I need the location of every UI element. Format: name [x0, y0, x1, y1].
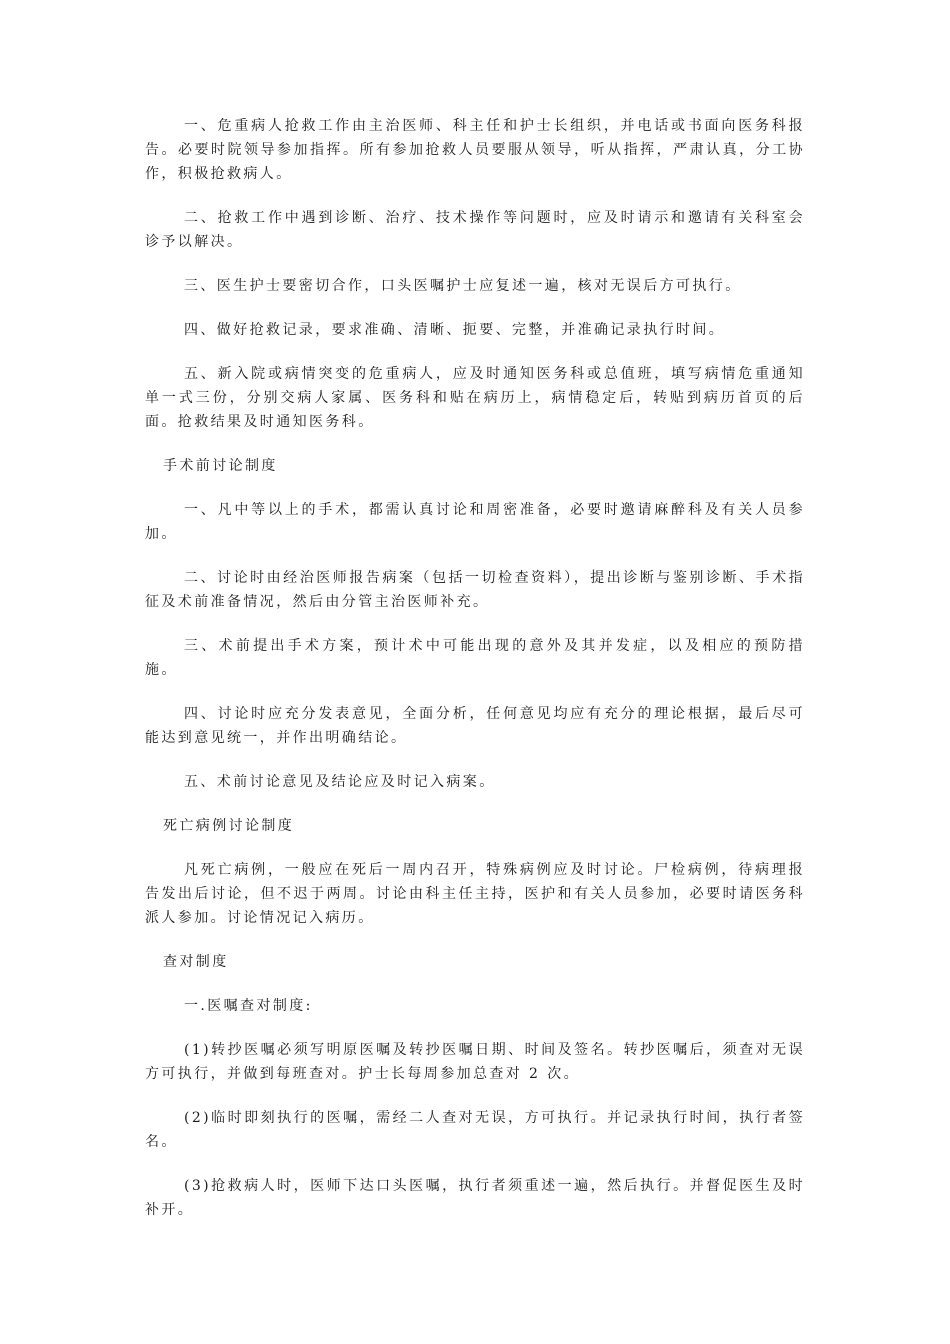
- document-body: [145, 114, 805, 1222]
- paragraph: (2)临时即刻执行的医嘱，需经二人查对无误，方可执行。并记录执行时间，执行者签名。: [145, 1110, 805, 1150]
- paragraph: 二、抢救工作中遇到诊断、治疗、技术操作等问题时，应及时请示和邀请有关科室会诊予以解决。: [145, 210, 805, 250]
- section-heading: 手术前讨论制度: [163, 458, 278, 474]
- paragraph: 凡死亡病例，一般应在死后一周内召开，特殊病例应及时讨论。尸检病例，待病理报告发出后讨论，但不迟于两周。讨论由科主任主持，医护和有关人员参加，必要时请医务科派人参加。讨论情况记入病历。: [145, 862, 805, 926]
- paragraph: 四、讨论时应充分发表意见，全面分析，任何意见均应有充分的理论根据，最后尽可能达到意见统一，并作出明确结论。: [145, 706, 805, 746]
- paragraph: 五、新入院或病情突变的危重病人，应及时通知医务科或总值班，填写病情危重通知单一式三份，分别交病人家属、医务科和贴在病历上，病情稳定后，转贴到病历首页的后面。抢救结果及时通知医务科。: [145, 366, 805, 430]
- paragraph: 二、讨论时由经治医师报告病案（包括一切检查资料），提出诊断与鉴别诊断、手术指征及术前准备情况，然后由分管主治医师补充。: [145, 570, 805, 610]
- paragraph: 三、医生护士要密切合作，口头医嘱护士应复述一遍，核对无误后方可执行。: [184, 278, 742, 294]
- paragraph: (1)转抄医嘱必须写明原医嘱及转抄医嘱日期、时间及签名。转抄医嘱后，须查对无误方可执行，并做到每班查对。护士长每周参加总查对 2 次。: [145, 1042, 805, 1082]
- paragraph: 三、术前提出手术方案，预计术中可能出现的意外及其并发症，以及相应的预防措施。: [145, 638, 805, 678]
- paragraph: 一.医嘱查对制度:: [184, 998, 313, 1014]
- paragraph: 五、术前讨论意见及结论应及时记入病案。: [184, 774, 496, 790]
- paragraph: 一、凡中等以上的手术，都需认真讨论和周密准备，必要时邀请麻醉科及有关人员参加。: [145, 502, 805, 542]
- paragraph: 四、做好抢救记录，要求准确、清晰、扼要、完整，并准确记录执行时间。: [184, 322, 726, 338]
- paragraph: (3)抢救病人时，医师下达口头医嘱，执行者须重述一遍，然后执行。并督促医生及时补开。: [145, 1178, 805, 1218]
- section-heading: 查对制度: [163, 954, 229, 970]
- section-heading: 死亡病例讨论制度: [163, 818, 295, 834]
- paragraph: 一、危重病人抢救工作由主治医师、科主任和护士长组织，并电话或书面向医务科报告。必要时院领导参加指挥。所有参加抢救人员要服从领导，听从指挥，严肃认真，分工协作，积极抢救病人。: [145, 118, 805, 182]
